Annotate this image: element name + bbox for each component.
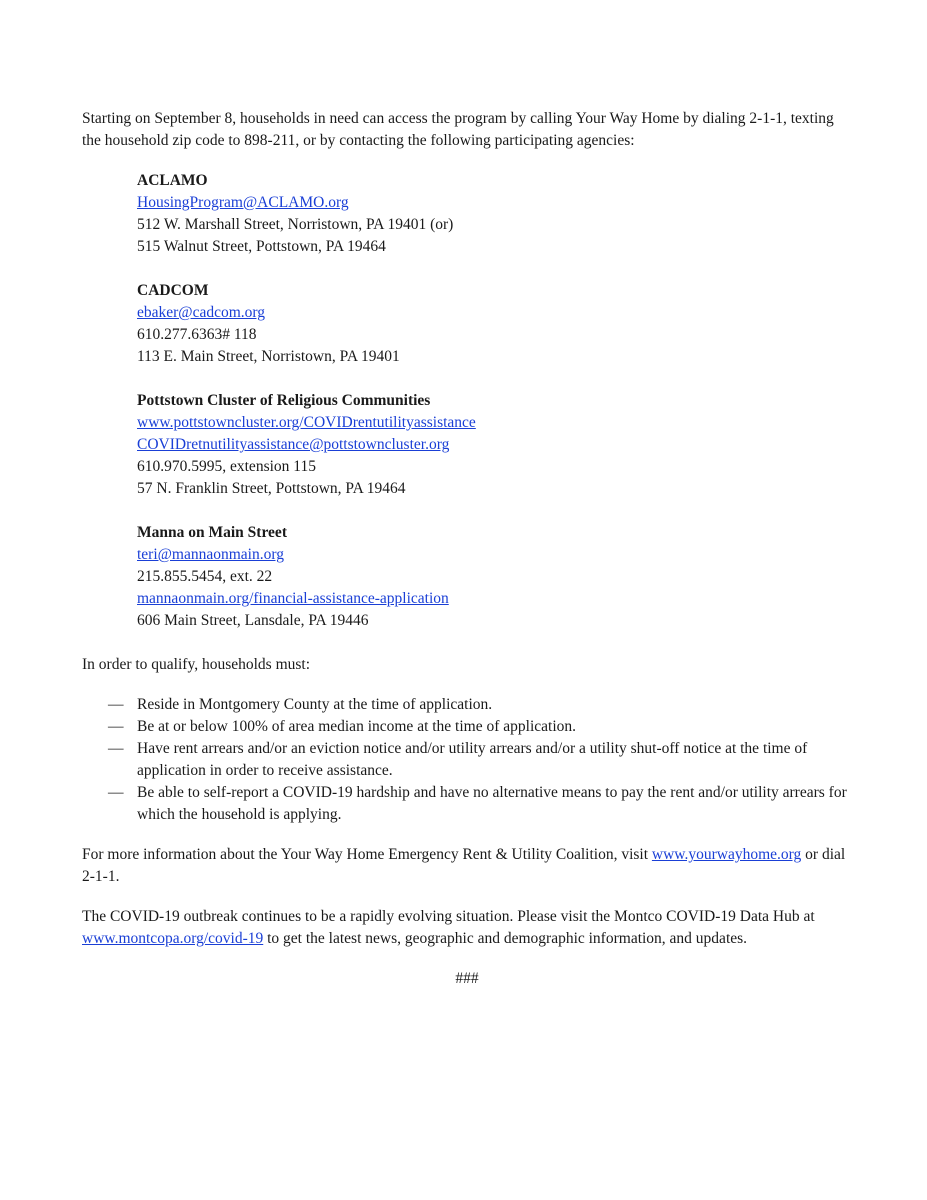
qualify-intro: In order to qualify, households must: [82, 656, 311, 673]
agency-email-link[interactable]: teri@mannaonmain.org [137, 546, 284, 563]
requirement-text: Be able to self-report a COVID-19 hardship and have no alternative means to pay the rent and/or utility arrears for which the household is applying. [137, 784, 847, 823]
outbreak-text-end: to get the latest news, geographic and demographic information, and updates. [263, 930, 748, 947]
agency-address: 512 W. Marshall Street, Norristown, PA 19401 (or) [137, 216, 454, 233]
agency-phone: 610.970.5995, extension 115 [137, 458, 316, 475]
agency-manna-on-main [137, 522, 852, 632]
agency-name: ACLAMO [137, 172, 208, 189]
list-item [82, 738, 852, 782]
montcopa-covid-link[interactable]: www.montcopa.org/covid-19 [82, 930, 264, 947]
more-info-text: For more information about the Your Way Home Emergency Rent & Utility Coalition, visit [82, 846, 652, 863]
dash-bullet: — [108, 740, 124, 757]
dash-bullet: — [108, 718, 124, 735]
intro-paragraph: Starting on September 8, households in need can access the program by calling Your Way Home by dialing 2-1-1, texting the household zip code to 898-211, or by contacting the following participating agencies: [82, 110, 834, 149]
dash-bullet: — [108, 784, 124, 801]
more-info-paragraph [82, 844, 852, 888]
agency-email-link[interactable]: COVIDretnutilityassistance@pottstowncluster.org [137, 436, 450, 453]
yourwayhome-link[interactable]: www.yourwayhome.org [651, 846, 802, 863]
list-item [82, 694, 852, 716]
agency-phone: 215.855.5454, ext. 22 [137, 568, 273, 585]
more-info-text-end: or dial 2-1-1. [82, 846, 846, 885]
outbreak-text: The COVID-19 outbreak continues to be a rapidly evolving situation. Please visit the Montco COVID-19 Data Hub at [82, 908, 815, 925]
outbreak-paragraph [82, 906, 852, 950]
agency-address: 57 N. Franklin Street, Pottstown, PA 19464 [137, 480, 406, 497]
agency-address: 113 E. Main Street, Norristown, PA 19401 [137, 348, 400, 365]
end-of-release-mark: ### [455, 970, 479, 987]
dash-bullet: — [108, 696, 124, 713]
agency-address: 515 Walnut Street, Pottstown, PA 19464 [137, 238, 386, 255]
list-item [82, 716, 852, 738]
agency-address: 606 Main Street, Lansdale, PA 19446 [137, 612, 369, 629]
agency-list [137, 170, 852, 632]
list-item [82, 782, 852, 826]
agency-email-link[interactable]: ebaker@cadcom.org [137, 304, 266, 321]
document-page [82, 108, 852, 990]
agency-name: Pottstown Cluster of Religious Communities [137, 392, 431, 409]
requirement-text: Be at or below 100% of area median income at the time of application. [137, 718, 577, 735]
agency-cadcom [137, 280, 852, 368]
agency-pottstown-cluster [137, 390, 852, 500]
agency-phone: 610.277.6363# 118 [137, 326, 257, 343]
agency-name: Manna on Main Street [137, 524, 287, 541]
agency-website-link[interactable]: www.pottstowncluster.org/COVIDrentutilityassistance [137, 414, 476, 431]
agency-website-link[interactable]: mannaonmain.org/financial-assistance-application [137, 590, 449, 607]
requirements-list [82, 694, 852, 826]
agency-email-link[interactable]: HousingProgram@ACLAMO.org [137, 194, 349, 211]
agency-aclamo [137, 170, 852, 258]
requirement-text: Have rent arrears and/or an eviction notice and/or utility arrears and/or a utility shut-off notice at the time of application in order to receive assistance. [137, 740, 808, 779]
agency-name: CADCOM [137, 282, 209, 299]
requirement-text: Reside in Montgomery County at the time of application. [137, 696, 493, 713]
